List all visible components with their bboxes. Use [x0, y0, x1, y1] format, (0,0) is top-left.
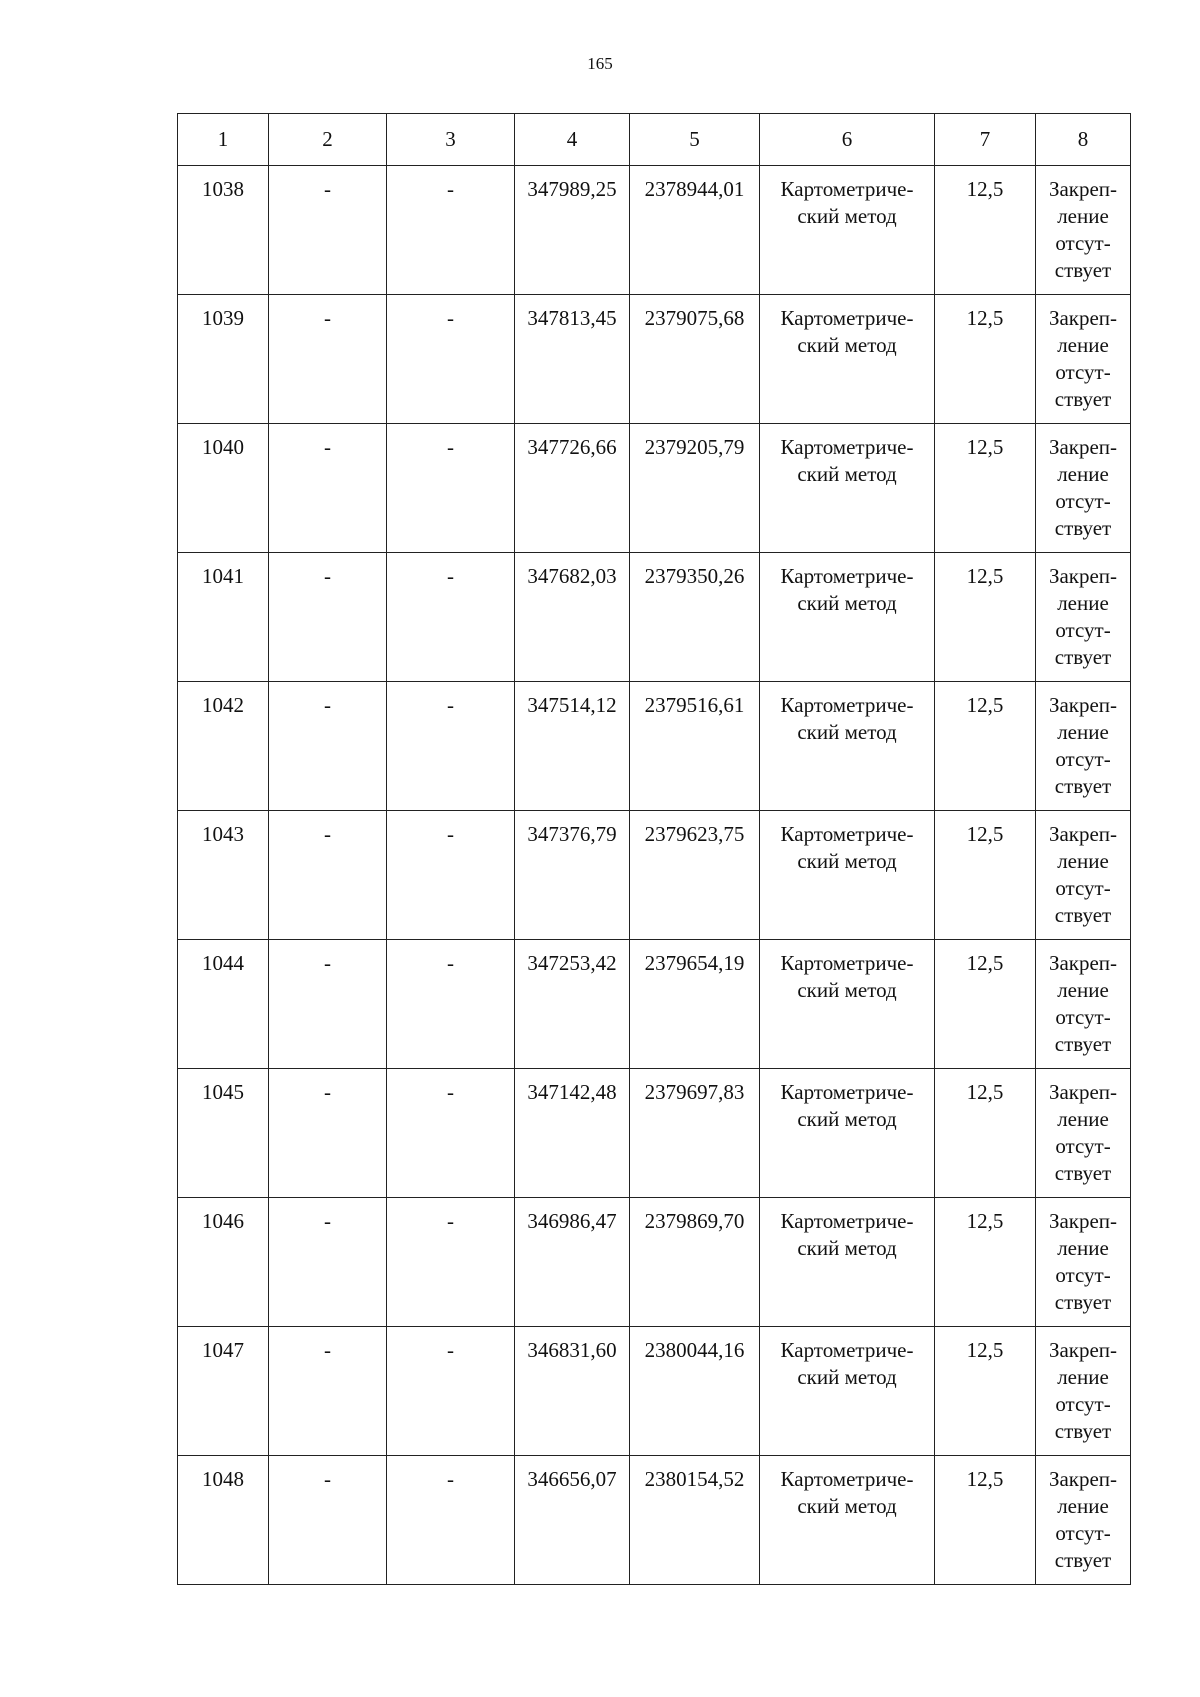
y-coordinate-cell: 2380044,16 [630, 1327, 760, 1456]
table-row [178, 1069, 1131, 1198]
column-2-cell: - [269, 424, 387, 553]
column-2-cell: - [269, 166, 387, 295]
column-3-cell: - [387, 1327, 515, 1456]
method-cell: Картометриче- ский метод [760, 1327, 935, 1456]
fixing-cell: Закреп- ление отсут- ствует [1036, 295, 1131, 424]
x-coordinate-cell: 346656,07 [515, 1456, 630, 1585]
column-2-cell: - [269, 811, 387, 940]
method-cell: Картометриче- ский метод [760, 940, 935, 1069]
fixing-cell: Закреп- ление отсут- ствует [1036, 553, 1131, 682]
x-coordinate-cell: 347813,45 [515, 295, 630, 424]
accuracy-cell: 12,5 [935, 940, 1036, 1069]
accuracy-cell: 12,5 [935, 682, 1036, 811]
fixing-cell: Закреп- ление отсут- ствует [1036, 166, 1131, 295]
column-2-cell: - [269, 1198, 387, 1327]
point-number-cell: 1043 [178, 811, 269, 940]
table-row [178, 1456, 1131, 1585]
column-2-cell: - [269, 553, 387, 682]
method-cell: Картометриче- ский метод [760, 553, 935, 682]
x-coordinate-cell: 346831,60 [515, 1327, 630, 1456]
fixing-cell: Закреп- ление отсут- ствует [1036, 424, 1131, 553]
column-3-cell: - [387, 682, 515, 811]
accuracy-cell: 12,5 [935, 811, 1036, 940]
column-3-cell: - [387, 553, 515, 682]
table-row [178, 940, 1131, 1069]
accuracy-cell: 12,5 [935, 553, 1036, 682]
point-number-cell: 1042 [178, 682, 269, 811]
header-cell-1: 1 [178, 114, 269, 166]
header-cell-3: 3 [387, 114, 515, 166]
column-2-cell: - [269, 295, 387, 424]
fixing-cell: Закреп- ление отсут- ствует [1036, 1456, 1131, 1585]
table-header-row [178, 114, 1131, 166]
table-row [178, 811, 1131, 940]
method-cell: Картометриче- ский метод [760, 424, 935, 553]
accuracy-cell: 12,5 [935, 424, 1036, 553]
fixing-cell: Закреп- ление отсут- ствует [1036, 811, 1131, 940]
y-coordinate-cell: 2379654,19 [630, 940, 760, 1069]
x-coordinate-cell: 347514,12 [515, 682, 630, 811]
column-3-cell: - [387, 940, 515, 1069]
x-coordinate-cell: 347376,79 [515, 811, 630, 940]
method-cell: Картометриче- ский метод [760, 811, 935, 940]
column-2-cell: - [269, 940, 387, 1069]
x-coordinate-cell: 347682,03 [515, 553, 630, 682]
header-cell-2: 2 [269, 114, 387, 166]
column-3-cell: - [387, 166, 515, 295]
point-number-cell: 1048 [178, 1456, 269, 1585]
page-number: 165 [587, 54, 613, 73]
table-row [178, 682, 1131, 811]
table-row [178, 295, 1131, 424]
point-number-cell: 1045 [178, 1069, 269, 1198]
column-2-cell: - [269, 1069, 387, 1198]
column-2-cell: - [269, 1327, 387, 1456]
point-number-cell: 1046 [178, 1198, 269, 1327]
header-cell-4: 4 [515, 114, 630, 166]
point-number-cell: 1044 [178, 940, 269, 1069]
method-cell: Картометриче- ский метод [760, 682, 935, 811]
x-coordinate-cell: 347726,66 [515, 424, 630, 553]
point-number-cell: 1039 [178, 295, 269, 424]
x-coordinate-cell: 347253,42 [515, 940, 630, 1069]
table-row [178, 553, 1131, 682]
accuracy-cell: 12,5 [935, 1456, 1036, 1585]
table-row [178, 166, 1131, 295]
accuracy-cell: 12,5 [935, 1327, 1036, 1456]
header-cell-5: 5 [630, 114, 760, 166]
y-coordinate-cell: 2379350,26 [630, 553, 760, 682]
y-coordinate-cell: 2380154,52 [630, 1456, 760, 1585]
y-coordinate-cell: 2379623,75 [630, 811, 760, 940]
y-coordinate-cell: 2379075,68 [630, 295, 760, 424]
coordinates-table [177, 113, 1131, 1585]
point-number-cell: 1047 [178, 1327, 269, 1456]
table-row [178, 424, 1131, 553]
accuracy-cell: 12,5 [935, 166, 1036, 295]
y-coordinate-cell: 2379869,70 [630, 1198, 760, 1327]
column-3-cell: - [387, 1069, 515, 1198]
x-coordinate-cell: 346986,47 [515, 1198, 630, 1327]
method-cell: Картометриче- ский метод [760, 295, 935, 424]
column-3-cell: - [387, 811, 515, 940]
y-coordinate-cell: 2379516,61 [630, 682, 760, 811]
table-row [178, 1198, 1131, 1327]
column-2-cell: - [269, 1456, 387, 1585]
header-cell-6: 6 [760, 114, 935, 166]
column-3-cell: - [387, 295, 515, 424]
x-coordinate-cell: 347989,25 [515, 166, 630, 295]
accuracy-cell: 12,5 [935, 1198, 1036, 1327]
point-number-cell: 1040 [178, 424, 269, 553]
table-row [178, 1327, 1131, 1456]
table-body [178, 166, 1131, 1585]
column-3-cell: - [387, 1198, 515, 1327]
accuracy-cell: 12,5 [935, 295, 1036, 424]
column-3-cell: - [387, 1456, 515, 1585]
y-coordinate-cell: 2379205,79 [630, 424, 760, 553]
fixing-cell: Закреп- ление отсут- ствует [1036, 1198, 1131, 1327]
point-number-cell: 1041 [178, 553, 269, 682]
fixing-cell: Закреп- ление отсут- ствует [1036, 940, 1131, 1069]
fixing-cell: Закреп- ление отсут- ствует [1036, 1069, 1131, 1198]
method-cell: Картометриче- ский метод [760, 1198, 935, 1327]
y-coordinate-cell: 2378944,01 [630, 166, 760, 295]
fixing-cell: Закреп- ление отсут- ствует [1036, 682, 1131, 811]
point-number-cell: 1038 [178, 166, 269, 295]
header-cell-8: 8 [1036, 114, 1131, 166]
method-cell: Картометриче- ский метод [760, 166, 935, 295]
accuracy-cell: 12,5 [935, 1069, 1036, 1198]
fixing-cell: Закреп- ление отсут- ствует [1036, 1327, 1131, 1456]
method-cell: Картометриче- ский метод [760, 1069, 935, 1198]
y-coordinate-cell: 2379697,83 [630, 1069, 760, 1198]
x-coordinate-cell: 347142,48 [515, 1069, 630, 1198]
column-2-cell: - [269, 682, 387, 811]
header-cell-7: 7 [935, 114, 1036, 166]
column-3-cell: - [387, 424, 515, 553]
method-cell: Картометриче- ский метод [760, 1456, 935, 1585]
